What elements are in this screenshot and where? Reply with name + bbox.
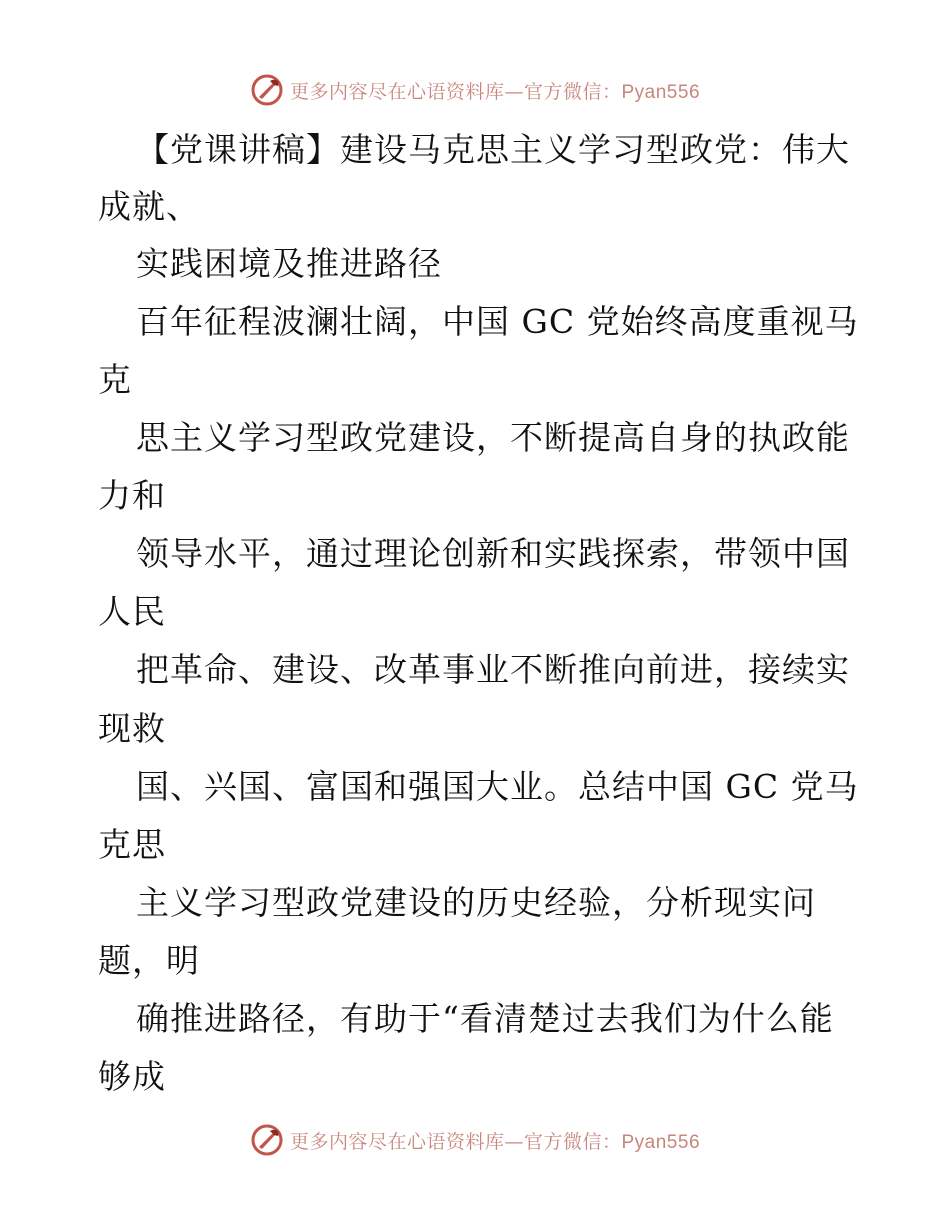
text-line: 力和 [98,476,166,515]
text-line: 现救 [98,709,166,748]
text-line: 国、兴国、富国和强国大业。总结中国 GC 党马 [136,767,859,806]
text-line: 思主义学习型政党建设，不断提高自身的执政能 [136,418,850,457]
quill-logo-icon [250,73,284,107]
text-line: 主义学习型政党建设的历史经验，分析现实问 [136,883,816,922]
text-line: 确推进路径，有助于“看清楚过去我们为什么能 [136,999,834,1038]
watermark-text: 更多内容尽在心语资料库—官方微信：Pyan556 [289,1130,701,1153]
text-line: 题，明 [98,941,200,980]
watermark-text: 更多内容尽在心语资料库—官方微信：Pyan556 [289,80,701,103]
text-line: 百年征程波澜壮阔，中国 GC 党始终高度重视马 [136,302,859,341]
text-line: 把革命、建设、改革事业不断推向前进，接续实 [136,650,850,689]
text-line: 够成 [98,1057,166,1096]
footer-watermark [0,1120,950,1160]
header-watermark [0,70,950,110]
text-line: 克思 [98,825,166,864]
text-line: 克 [98,360,132,399]
quill-logo-icon [250,1123,284,1157]
text-line: 实践困境及推进路径 [136,244,442,283]
text-line: 成就、 [98,187,200,226]
text-line: 人民 [98,592,166,631]
text-line: 领导水平，通过理论创新和实践探索，带领中国 [136,534,850,573]
text-line: 【党课讲稿】建设马克思主义学习型政党：伟大 [136,130,850,169]
